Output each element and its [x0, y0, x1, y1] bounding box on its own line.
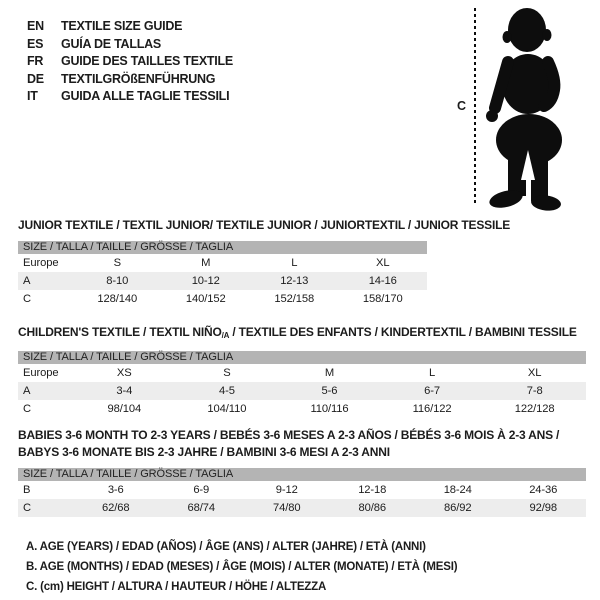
footnote-b: B. AGE (MONTHS) / EDAD (MESES) / ÂGE (MOIS) / ALTER (MONATE) / ETÀ (MESI)	[26, 561, 458, 573]
table-cell: S	[113, 257, 121, 269]
table-cell: 80/86	[358, 502, 386, 514]
table-cell: 98/104	[107, 403, 142, 415]
footnote-c: C. (cm) HEIGHT / ALTURA / HAUTEUR / HÖHE / ALTEZZA	[26, 581, 327, 593]
table-cell: 3-6	[107, 484, 124, 496]
table-cell: 18-24	[443, 484, 472, 496]
language-row	[27, 18, 233, 36]
table-cell: 9-12	[275, 484, 298, 496]
table-cell: 116/122	[412, 403, 452, 415]
language-guide-title: TEXTILGRÖßENFÜHRUNG	[61, 71, 216, 86]
language-code: DE	[27, 71, 44, 86]
table-row	[18, 400, 586, 418]
section-title-line: CHILDREN'S TEXTILE / TEXTIL $NIÑO_{/A}$ / TEXTILE DES ENFANTS / KINDERTEXTIL / BAMBINI TESSILE	[18, 325, 577, 340]
section-title-line: BABIES 3-6 MONTH TO 2-3 YEARS / BEBÉS 3-6 MESES A 2-3 AÑOS / BÉBÉS 3-6 MOIS À 2-3 ANS /	[18, 428, 560, 442]
height-measure-dashed-line	[474, 8, 476, 206]
table-cell: XS	[116, 367, 132, 379]
row-label: C	[23, 403, 31, 415]
table-cell: 12-13	[280, 275, 309, 287]
language-row	[27, 36, 233, 54]
table-cell: L	[429, 367, 436, 379]
section-title-line: BABYS 3-6 MONATE BIS 2-3 JAHRE / BAMBINI 3-6 MESI A 2-3 ANNI	[18, 445, 390, 459]
language-guide-title: GUIDA ALLE TAGLIE TESSILI	[61, 89, 230, 103]
size-header-bar: SIZE / TALLA / TAILLE / GRÖSSE / TAGLIA	[18, 351, 586, 364]
row-label: Europe	[23, 367, 59, 379]
language-code: ES	[27, 36, 44, 51]
table-cell: 5-6	[321, 385, 338, 397]
table-row	[18, 481, 586, 499]
row-label: Europe	[23, 257, 59, 269]
language-code: EN	[27, 19, 44, 33]
row-label: C	[23, 293, 31, 305]
language-guide-title: TEXTILE SIZE GUIDE	[61, 19, 183, 33]
table-cell: XL	[527, 367, 542, 379]
table-cell: 152/158	[274, 293, 315, 305]
table-cell: 3-4	[116, 385, 133, 397]
size-header-bar: SIZE / TALLA / TAILLE / GRÖSSE / TAGLIA	[18, 468, 586, 481]
size-table	[18, 364, 586, 418]
table-cell: 122/128	[514, 403, 555, 415]
language-guide-title: GUIDE DES TAILLES TEXTILE	[61, 54, 234, 68]
table-cell: 24-36	[529, 484, 558, 496]
toddler-silhouette-icon	[484, 4, 566, 212]
table-cell: 86/92	[444, 502, 472, 514]
babies-size-section	[18, 427, 586, 517]
table-cell: 7-8	[526, 385, 543, 397]
section-title	[18, 217, 511, 234]
language-code: FR	[27, 54, 44, 68]
row-label: A	[23, 275, 31, 287]
table-cell: 8-10	[106, 275, 129, 287]
table-cell: 140/152	[185, 293, 226, 305]
table-cell: XL	[376, 257, 390, 269]
size-header-bar: SIZE / TALLA / TAILLE / GRÖSSE / TAGLIA	[18, 241, 427, 254]
table-cell: 92/98	[529, 502, 557, 514]
table-cell: 128/140	[97, 293, 138, 305]
row-label: A	[23, 385, 31, 397]
table-row	[18, 272, 427, 290]
table-cell: 6-9	[193, 484, 210, 496]
table-cell: 12-18	[358, 484, 387, 496]
table-row	[18, 254, 427, 272]
table-cell: 10-12	[191, 275, 220, 287]
table-cell: 62/68	[102, 502, 130, 514]
junior-size-section	[18, 217, 511, 308]
table-cell: 74/80	[273, 502, 301, 514]
table-cell: S	[223, 367, 231, 379]
table-cell: 14-16	[368, 275, 397, 287]
figure-area	[440, 0, 600, 220]
children-size-section	[18, 324, 586, 418]
table-cell: 68/74	[187, 502, 215, 514]
table-cell: 158/170	[362, 293, 403, 305]
table-cell: M	[324, 367, 335, 379]
table-cell: 104/110	[207, 403, 247, 415]
section-title-line: JUNIOR TEXTILE / TEXTIL JUNIOR/ TEXTILE JUNIOR / JUNIORTEXTIL / JUNIOR TESSILE	[18, 218, 511, 232]
language-row	[27, 88, 233, 106]
table-row	[18, 364, 586, 382]
footnote-a: A. AGE (YEARS) / EDAD (AÑOS) / ÂGE (ANS) / ALTER (JAHRE) / ETÀ (ANNI)	[26, 541, 426, 553]
row-label: B	[23, 484, 31, 496]
footnotes	[26, 537, 457, 597]
section-title	[18, 427, 586, 461]
language-row	[27, 71, 233, 89]
table-cell: 6-7	[424, 385, 441, 397]
table-cell: L	[291, 257, 298, 269]
table-row	[18, 499, 586, 517]
table-cell: M	[201, 257, 211, 269]
height-measure-label: C	[457, 99, 467, 113]
table-cell: 4-5	[218, 385, 235, 397]
language-title-list	[27, 18, 233, 106]
size-table	[18, 254, 427, 308]
table-row	[18, 290, 427, 308]
table-row	[18, 382, 586, 400]
size-table	[18, 481, 586, 517]
table-cell: 110/116	[310, 403, 349, 415]
language-guide-title: GUÍA DE TALLAS	[61, 36, 161, 51]
language-code: IT	[27, 89, 38, 103]
section-title	[18, 324, 586, 344]
row-label: C	[23, 502, 31, 514]
language-row	[27, 53, 233, 71]
